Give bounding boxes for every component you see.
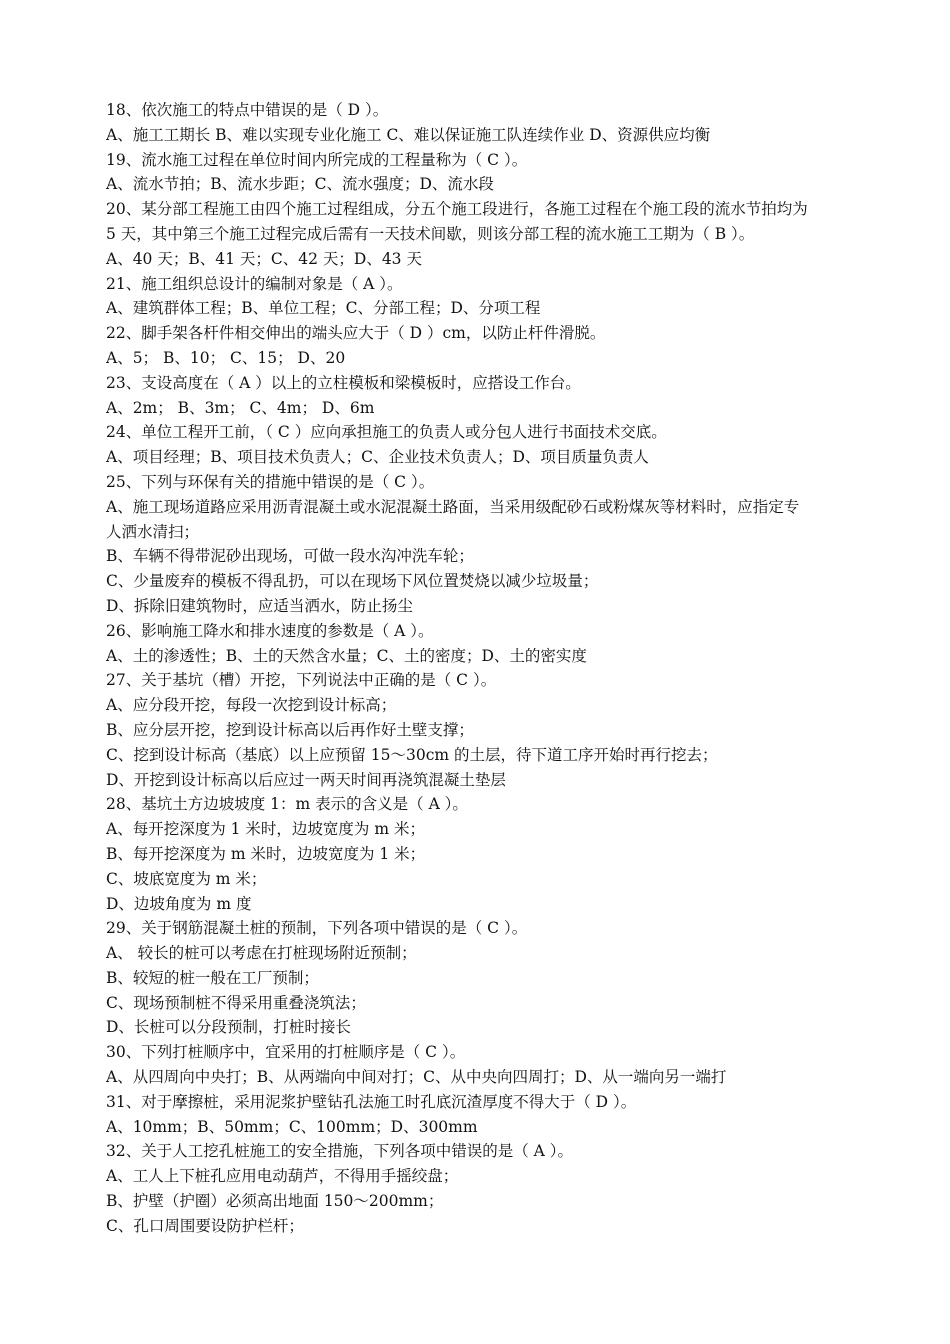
text-line: A、应分段开挖，每段一次挖到设计标高； (106, 696, 397, 715)
text-line: A、10mm；B、50mm；C、100mm；D、300mm (106, 1117, 478, 1136)
text-line: A、 较长的桩可以考虑在打桩现场附近预制； (106, 944, 417, 963)
text-line: C、少量废弃的模板不得乱扔，可以在现场下风位置焚烧以减少垃圾量； (106, 572, 599, 591)
text-line: 31、对于摩擦桩，采用泥浆护壁钻孔法施工时孔底沉渣厚度不得大于（ D ）。 (106, 1092, 637, 1111)
text-line: A、建筑群体工程；B、单位工程；C、分部工程；D、分项工程 (106, 299, 541, 318)
text-line: 人洒水清扫； (106, 522, 200, 541)
text-line: B、较短的桩一般在工厂预制； (106, 968, 319, 987)
text-line: 27、关于基坑（槽）开挖，下列说法中正确的是（ C ）。 (106, 671, 497, 690)
text-line: C、挖到设计标高（基底）以上应预留 15～30cm 的土层，待下道工序开始时再行挖去； (106, 745, 718, 764)
text-line: D、开挖到设计标高以后应过一两天时间再浇筑混凝土垫层 (106, 770, 506, 789)
document-body (106, 98, 856, 1239)
text-line: B、护壁（护圈）必须高出地面 150～200mm； (106, 1192, 444, 1211)
text-line: 28、基坑土方边坡坡度 1：m 表示的含义是（ A ）。 (106, 795, 468, 814)
text-line: A、从四周向中央打；B、从两端向中间对打；C、从中央向四周打；D、从一端向另一端打 (106, 1068, 727, 1087)
text-line: A、2m； B、3m； C、4m； D、6m (106, 398, 375, 417)
text-line: C、孔口周围要设防护栏杆； (106, 1216, 304, 1235)
text-line: A、施工现场道路应采用沥青混凝土或水泥混凝土路面，当采用级配砂石或粉煤灰等材料时，应指定专 (106, 497, 800, 516)
text-line: 22、脚手架各杆件相交伸出的端头应大于（ D ）cm，以防止杆件滑脱。 (106, 324, 606, 343)
text-line: 23、支设高度在（ A ）以上的立柱模板和梁模板时，应搭设工作台。 (106, 373, 581, 392)
text-line: C、坡底宽度为 m 米； (106, 869, 267, 888)
text-line: 30、下列打桩顺序中，宜采用的打桩顺序是（ C ）。 (106, 1043, 466, 1062)
text-line: A、土的渗透性；B、土的天然含水量；C、土的密度；D、土的密实度 (106, 646, 587, 665)
text-line: A、5； B、10； C、15； D、20 (106, 348, 346, 367)
text-line: 18、依次施工的特点中错误的是（ D ）。 (106, 101, 389, 119)
text-line: 26、影响施工降水和排水速度的参数是（ A ）。 (106, 621, 434, 640)
text-line: A、流水节拍；B、流水步距；C、流水强度；D、流水段 (106, 175, 494, 194)
text-line: A、工人上下桩孔应用电动葫芦，不得用手摇绞盘； (106, 1167, 459, 1186)
text-line: A、40 天；B、41 天；C、42 天；D、43 天 (106, 249, 422, 268)
text-line: A、每开挖深度为 1 米时，边坡宽度为 m 米； (106, 820, 425, 839)
text-line: 29、关于钢筋混凝土桩的预制，下列各项中错误的是（ C ）。 (106, 919, 528, 938)
text-line: 19、流水施工过程在单位时间内所完成的工程量称为（ C ）。 (106, 150, 528, 169)
text-line: 20、某分部工程施工由四个施工过程组成，分五个施工段进行，各施工过程在个施工段的流水节拍均为 (106, 200, 808, 219)
text-line: 24、单位工程开工前，（ C ）应向承担施工的负责人或分包人进行书面技术交底。 (106, 423, 667, 442)
text-line: C、现场预制桩不得采用重叠浇筑法； (106, 993, 366, 1012)
text-line: B、每开挖深度为 m 米时，边坡宽度为 1 米； (106, 844, 426, 863)
text-line: A、项目经理；B、项目技术负责人；C、企业技术负责人；D、项目质量负责人 (106, 448, 649, 467)
text-line: 25、下列与环保有关的措施中错误的是（ C ）。 (106, 472, 435, 491)
text-line: 32、关于人工挖孔桩施工的安全措施，下列各项中错误的是（ A ）。 (106, 1142, 574, 1161)
text-line: D、边坡角度为 m 度 (106, 894, 252, 913)
text-line: B、应分层开挖，挖到设计标高以后再作好土壁支撑； (106, 720, 474, 739)
text-line: 5 天，其中第三个施工过程完成后需有一天技术间歇，则该分部工程的流水施工工期为（ B ）。 (106, 224, 755, 243)
text-line: A、施工工期长 B、难以实现专业化施工 C、难以保证施工队连续作业 D、资源供应均衡 (106, 125, 711, 144)
text-line: B、车辆不得带泥砂出现场，可做一段水沟冲洗车轮； (106, 547, 474, 566)
text-line: 21、施工组织总设计的编制对象是（ A ）。 (106, 274, 403, 293)
text-line: D、长桩可以分段预制，打桩时接长 (106, 1018, 351, 1037)
text-line: D、拆除旧建筑物时，应适当洒水，防止扬尘 (106, 596, 413, 615)
